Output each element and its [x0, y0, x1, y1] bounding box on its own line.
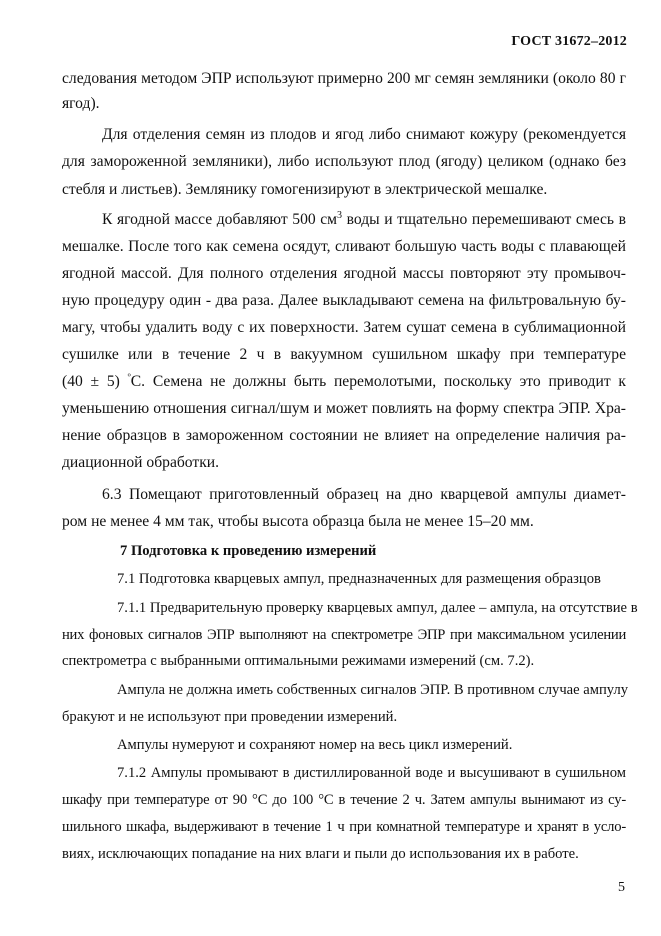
page-number: 5 — [618, 880, 625, 895]
section-heading: 7 Подготовка к проведению измерений — [120, 543, 377, 559]
text-line: следования методом ЭПР используют примерно 200 мг семян земляники (около 80 г — [62, 70, 626, 87]
text-line: 7.1.1 Предварительную проверку кварцевых ампул, далее – ампула, на отсутствие в — [117, 600, 638, 616]
text-line: шкафу при температуре от 90 °С до 100 °С в течение 2 ч. Затем ампулы вынимают из су- — [62, 792, 626, 808]
text-line: диационной обработки. — [62, 454, 220, 471]
text-line: магу, чтобы удалить воду с их поверхности. Затем сушат семена в сублимационной — [62, 319, 626, 336]
text-line: сушилке или в течение 2 ч в вакуумном сушильном шкафу при температуре — [62, 346, 626, 363]
text-line: ягодной массой. Для полного отделения ягодной массы повторяют эту промывоч- — [62, 265, 626, 282]
text-line: ром не менее 4 мм так, чтобы высота образца была не менее 15–20 мм. — [62, 513, 534, 530]
text-line: (40 ± 5) $^º$С. Семена не должны быть перемолотыми, поскольку это приводит к — [62, 372, 626, 390]
text-line: стебля и листьев). Землянику гомогенизируют в электрической мешалке. — [62, 181, 548, 198]
text-line: бракуют и не используют при проведении измерений. — [62, 709, 398, 725]
text-line: Для отделения семян из плодов и ягод либо снимают кожуру (рекомендуется — [102, 126, 626, 143]
document-header: ГОСТ 31672–2012 — [511, 34, 627, 49]
text-line: Ампулы нумеруют и сохраняют номер на весь цикл измерений. — [117, 737, 513, 753]
text-line: Ампула не должна иметь собственных сигналов ЭПР. В противном случае ампулу — [117, 682, 629, 698]
text-line: уменьшению отношения сигнал/шум и может повлиять на форму спектра ЭПР. Хра- — [62, 400, 626, 417]
degree-sign: º — [127, 372, 131, 383]
superscript: 3 — [337, 210, 343, 221]
text-line: мешалке. После того как семена осядут, сливают большую часть воды с плавающей — [62, 238, 626, 255]
text-line: шильного шкафа, выдерживают в течение 1 ч при комнатной температуре и хранят в усло- — [62, 819, 626, 835]
text-line: нение образцов в замороженном состоянии не влияет на определение наличия ра- — [62, 427, 626, 444]
text-line: К ягодной массе добавляют 500 $см^3$ воды и тщательно перемешивают смесь в — [102, 210, 626, 228]
text-line: виях, исключающих попадание на них влаги и пыли до использования их в работе. — [62, 846, 579, 862]
text-line: 7.1 Подготовка кварцевых ампул, предназначенных для размещения образцов — [117, 571, 601, 587]
text-line: ную процедуру один - два раза. Далее выкладывают семена на фильтровальную бу- — [62, 292, 626, 309]
text-line: для замороженной земляники), либо используют плод (ягоду) целиком (однако без — [62, 153, 626, 170]
text-line: 7.1.2 Ампулы промывают в дистиллированной воде и высушивают в сушильном — [117, 765, 626, 781]
text-line: них фоновых сигналов ЭПР выполняют на спектрометре ЭПР при максимальном усилении — [62, 627, 626, 643]
text-line: 6.3 Помещают приготовленный образец на дно кварцевой ампулы диамет- — [102, 486, 626, 503]
text-line: спектрометра с выбранными оптимальными режимами измерений (см. 7.2). — [62, 653, 535, 669]
text-line: ягод). — [62, 95, 100, 112]
